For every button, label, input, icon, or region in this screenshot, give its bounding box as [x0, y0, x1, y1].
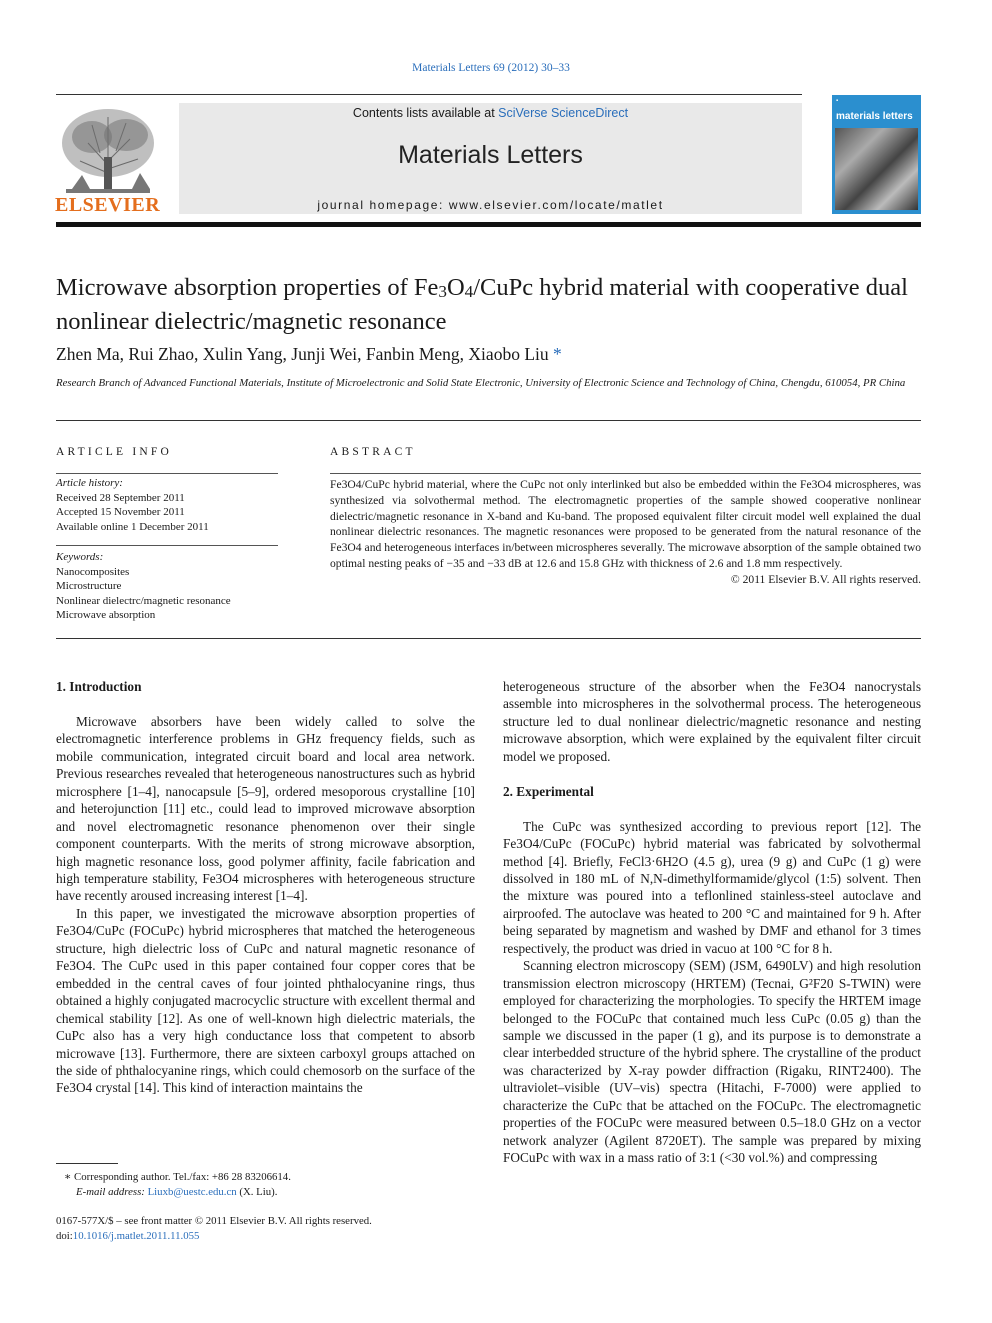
article-title: Microwave absorption properties of $Fe_3O_4$/CuPc hybrid material with cooperative dual nonlinear dielectric/magnetic resonance: [56, 274, 908, 335]
keyword: Nanocomposites: [56, 565, 130, 578]
accepted-date: Accepted 15 November 2011: [56, 506, 185, 519]
doi-link[interactable]: 10.1016/j.matlet.2011.11.055: [72, 1229, 200, 1242]
history-label: Article history:: [56, 477, 123, 489]
intro-paragraph-1: Microwave absorbers have been widely called to solve the electromagnetic interference problems in GHz frequency fields, such as mobile communication, integrated circuit board and local area network. Previous researches revealed that heterogeneous nanostructures such as hybrid microsphere [1–4], nanocapsule [5–9], ordered mesoporous crystalline [10] and heterojunction [11] etc., could lead to improved microwave absorption and novel electromagnetic resonance phenomenon over their single component counterparts. With the merits of strong microwave absorption, high magnetic resonance loss, good polymer affinity, facile fabrication and high temperature stability, Fe3O4 microspheres with heterogeneous structure have recently aroused increasing interest [1–4].: [56, 713, 475, 904]
body-right-column: [503, 678, 921, 1167]
elsevier-wordmark: ELSEVIER: [55, 194, 161, 216]
journal-name: Materials Letters: [398, 141, 583, 169]
abstract-copyright: © 2011 Elsevier B.V. All rights reserved.: [730, 572, 921, 586]
front-matter: [56, 1214, 475, 1243]
keyword: Nonlinear dielectrc/magnetic resonance: [56, 594, 231, 607]
contents-prefix: Contents lists available at: [352, 106, 499, 120]
abstract-heading: ABSTRACT: [330, 446, 416, 458]
abstract-bottom-rule: [56, 638, 921, 639]
abstract-text: Fe3O4/CuPc hybrid material, where the CuPc not only interlinked but also be embedded within the Fe3O4 microspheres, was synthesized via solvothermal method. The electromagnetic properties of the sample showed cooperative nonlinear dielectric/magnetic resonance in X-band and Ku-band. The proposed equivalent filter circuit model well explained the dual nonlinear dielectric resonances. The magnetic resonances were proposed to be generated from the natural resonance of the Fe3O4 and heterogeneous interfaces in/between microspheres severally. The microwave absorption of the sample obtained two optimal nesting peaks of −35 and −33 dB at 12.6 and 15.8 GHz with thickness of 2.6 and 1.8 mm respectively.: [330, 478, 921, 570]
contents-line: [179, 106, 802, 120]
keywords-label: Keywords:: [56, 551, 104, 563]
journal-reference-link[interactable]: Materials Letters 69 (2012) 30–33: [412, 62, 570, 74]
body-left-column: [56, 678, 475, 1097]
cover-title: materials letters: [836, 111, 913, 122]
issn-line: 0167-577X/$ – see front matter © 2011 Elsevier B.V. All rights reserved.: [56, 1215, 372, 1227]
affiliation: Research Branch of Advanced Functional Materials, Institute of Microelectronic and Solid State Electronic, University of Electronic Science and Technology of China, Chengdu, 610054, PR China: [56, 377, 906, 389]
article-info-rule: [56, 473, 278, 474]
cover-emblem-icon: ▪: [836, 98, 839, 104]
experimental-heading: 2. Experimental: [503, 783, 594, 799]
introduction-heading: 1. Introduction: [56, 679, 142, 694]
journal-homepage[interactable]: journal homepage: www.elsevier.com/locate/matlet: [317, 198, 664, 212]
email-link[interactable]: Liuxb@uestc.edu.cn: [147, 1186, 237, 1198]
abstract: [330, 477, 921, 588]
email-line: E-mail address: Liuxb@uestc.edu.cn (X. Liu).: [76, 1186, 278, 1198]
keywords: [56, 550, 278, 623]
intro-paragraph-continued: heterogeneous structure of the absorber when the Fe3O4 nanocrystals assemble into microspheres in the solvothermal process. The heterogeneous structure led to dual nonlinear dielectric/magnetic resonance and nesting microwave absorption, which were explained by the equivalent filter circuit model we proposed.: [503, 679, 921, 764]
experimental-paragraph-2: Scanning electron microscopy (SEM) (JSM, 6490LV) and high resolution transmission electron microscopy (HRTEM) (Tecnai, G²F20 S-TWIN) were employed for characterizing the morphologies. To specify the HRTEM image belonged to the FOCuPc that contained much less CuPc (0.05 g) than the sample we discussed in the paper (1 g), and its purpose is to demonstrate a clear interbedded structure of the hybrid sphere. The crystalline of the product was characterized by X-ray powder diffraction (Rigaku, RINT2400). The ultraviolet–visible (UV–vis) spectra (Hitachi, F-7000) were applied to characterize the CuPc that be attached on the FOCuPc. The electromagnetic properties of the FOCuPc were measured between 0.5–18.0 GHz on a vector network analyzer (Agilent 8720ET). The sample was prepared by mixing FOCuPc with wax in a mass ratio of 3:1 (<30 vol.%) and compressing: [503, 958, 921, 1166]
received-date: Received 28 September 2011: [56, 491, 185, 504]
cover-micrograph: [835, 128, 918, 210]
keyword: Microwave absorption: [56, 609, 156, 622]
doi-line: doi:10.1016/j.matlet.2011.11.055: [56, 1229, 200, 1242]
title-rule: [56, 420, 921, 421]
journal-cover-image: [832, 95, 921, 214]
intro-paragraph-2: In this paper, we investigated the microwave absorption properties of Fe3O4/CuPc (FOCuPc) hybrid microspheres that matched the heterogeneous structure, high dielectric loss of CuPc and natural magnetic resonance of Fe3O4. The CuPc used in this paper contained four copper cores that be embedded in the central caves of four jointed phthalocyanine rings, thus obtained a highly conjugated macrocyclic structure with excellent thermal and chemical stability [12]. As one of well-known high dielectric materials, the CuPc also has a very high conductance loss that competent to absorb microwave [13]. Furthermore, there are sixteen carboxyl groups attached on the side of phthalocyanine rings, which could chemosorb on the surface of the Fe3O4 crystal [14]. This kind of interaction maintains the: [56, 905, 475, 1096]
sciencedirect-link[interactable]: SciVerse ScienceDirect: [498, 106, 629, 120]
footnote: [56, 1170, 475, 1200]
header-top-rule: [56, 94, 802, 95]
online-date: Available online 1 December 2011: [56, 520, 209, 533]
abstract-rule: [330, 473, 921, 474]
keyword: Microstructure: [56, 580, 122, 593]
article-info-heading: ARTICLE INFO: [56, 446, 172, 458]
keywords-rule: [56, 545, 278, 546]
corresponding-author-note: ∗ Corresponding author. Tel./fax: +86 28 83206614.: [64, 1171, 291, 1183]
footnote-rule: [56, 1163, 118, 1164]
article-history: [56, 476, 278, 534]
author-list: Zhen Ma, Rui Zhao, Xulin Yang, Junji Wei, Fanbin Meng, Xiaobo Liu *: [56, 344, 562, 364]
corresponding-author-mark[interactable]: *: [553, 344, 562, 364]
experimental-paragraph-1: The CuPc was synthesized according to previous report [12]. The Fe3O4/CuPc (FOCuPc) hybrid material was fabricated by solvothermal method [4]. Briefly, FeCl3·6H2O (4.5 g), urea (9 g) and CuPc (1 g) were dissolved in 180 mL of N,N-dimethylformamide/glycol (1:5) solvent. Then the mixture was poured into a teflonlined stainless-steel autoclave and airproofed. The autoclave was heated to 200 °C and maintained for 9 h. After being separated by magnetism and washed by DMF and ethanol for 3 times respectively, the product was dried in vacuo at 100 °C for 8 h.: [503, 818, 921, 956]
header-thick-rule: [56, 222, 921, 227]
